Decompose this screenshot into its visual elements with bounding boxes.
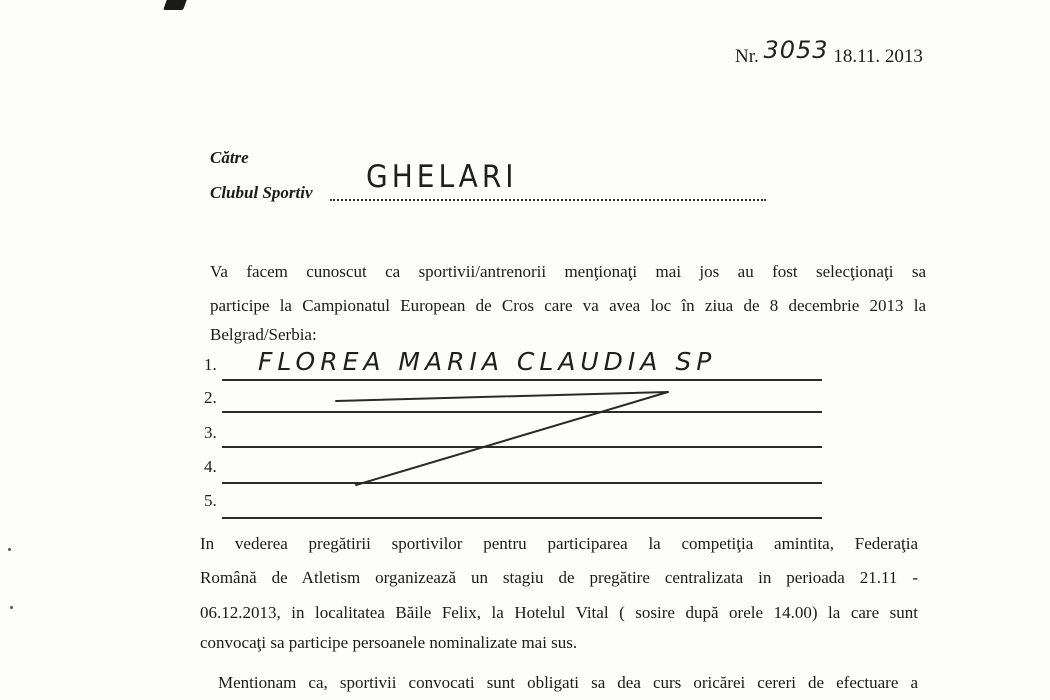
camp-line-4: convocaţi sa participe persoanele nominalizate mai sus. (200, 633, 578, 652)
athlete-slot-number: 4. (204, 457, 217, 476)
intro-line-2: participe la Campionatul European de Cros care va avea loc în ziua de 8 decembrie 2013 la (210, 296, 926, 315)
athlete-slot-number: 3. (204, 423, 217, 442)
athlete-slot-number: 1. (204, 355, 217, 374)
intro-line-3: Belgrad/Serbia: (210, 325, 317, 344)
intro-line-1: Va facem cunoscut ca sportivii/antrenorii menţionaţi mai jos au fost selecţionaţi sa (210, 262, 926, 281)
to-label: Către (210, 148, 249, 167)
letter-date: 18.11. 2013 (833, 46, 923, 67)
athlete-entry-handwritten: FLOREA MARIA CLAUDIA SP (258, 347, 717, 376)
closing-line-1: Mentionam ca, sportivii convocati sunt obligati sa dea curs oricărei cereri de efectuare a (218, 673, 918, 692)
camp-line-1: In vederea pregătirii sportivilor pentru participarea la competiţia amintita, Federaţia (200, 534, 918, 553)
athlete-slot-number: 2. (204, 388, 217, 407)
camp-line-3: 06.12.2013, in localitatea Băile Felix, la Hotelul Vital ( sosire după orele 14.00) la care sunt (200, 603, 918, 622)
camp-line-2: Română de Atletism organizează un stagiu de pregătire centralizata in perioada 21.11 - (200, 568, 918, 587)
club-label: Clubul Sportiv (210, 183, 313, 202)
athlete-slot-number: 5. (204, 491, 217, 510)
club-name-handwritten: GHELARI (366, 158, 518, 195)
registration-label: Nr. (735, 46, 759, 67)
registration-number-handwritten: 3053 (763, 36, 829, 64)
